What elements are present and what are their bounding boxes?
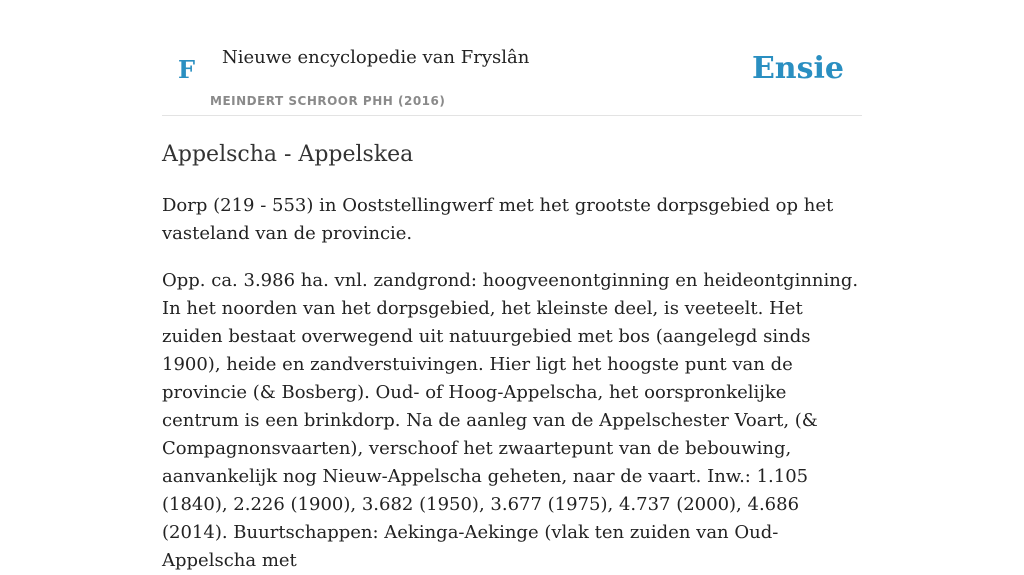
entry-title: Appelscha - Appelskea — [162, 142, 414, 167]
entry-paragraph-2: Opp. ca. 3.986 ha. vnl. zandgrond: hoogveenontginning en heideontginning. In het noorden van het dorpsgebied, het kleinste deel, is veeteelt. Het zuiden bestaat overwegend uit natuurgebied met bos (aangelegd sinds 1900), heide en zandverstuivingen. Hier ligt het hoogste punt van de provincie (& Bosberg). Oud- of Hoog-Appelscha, het oorspronkelijke centrum is een brinkdorp. Na de aanleg van de Appelschester Voart, (& Compagnonsvaarten), verschoof het zwaartepunt van de bebouwing, aanvankelijk nog Nieuw-Appelscha geheten, naar de vaart. Inw.: 1.105 (1840), 2.226 (1900), 3.682 (1950), 3.677 (1975), 4.737 (2000), 4.686 (2014). Buurtschappen: Aekinga-Aekinge (vlak ten zuiden van Oud-Appelscha met — [162, 270, 859, 571]
header — [162, 0, 862, 116]
entry-paragraph-1: Dorp (219 - 553) in Ooststellingwerf met het grootste dorpsgebied op het vasteland van de provincie. — [162, 195, 834, 244]
book-title[interactable]: Nieuwe encyclopedie van Fryslân — [222, 47, 530, 68]
book-icon[interactable]: F — [178, 55, 196, 84]
page-content — [162, 0, 862, 571]
ensie-logo[interactable]: Ensie — [751, 51, 844, 86]
book-author[interactable]: MEINDERT SCHROOR PHH (2016) — [210, 94, 446, 108]
